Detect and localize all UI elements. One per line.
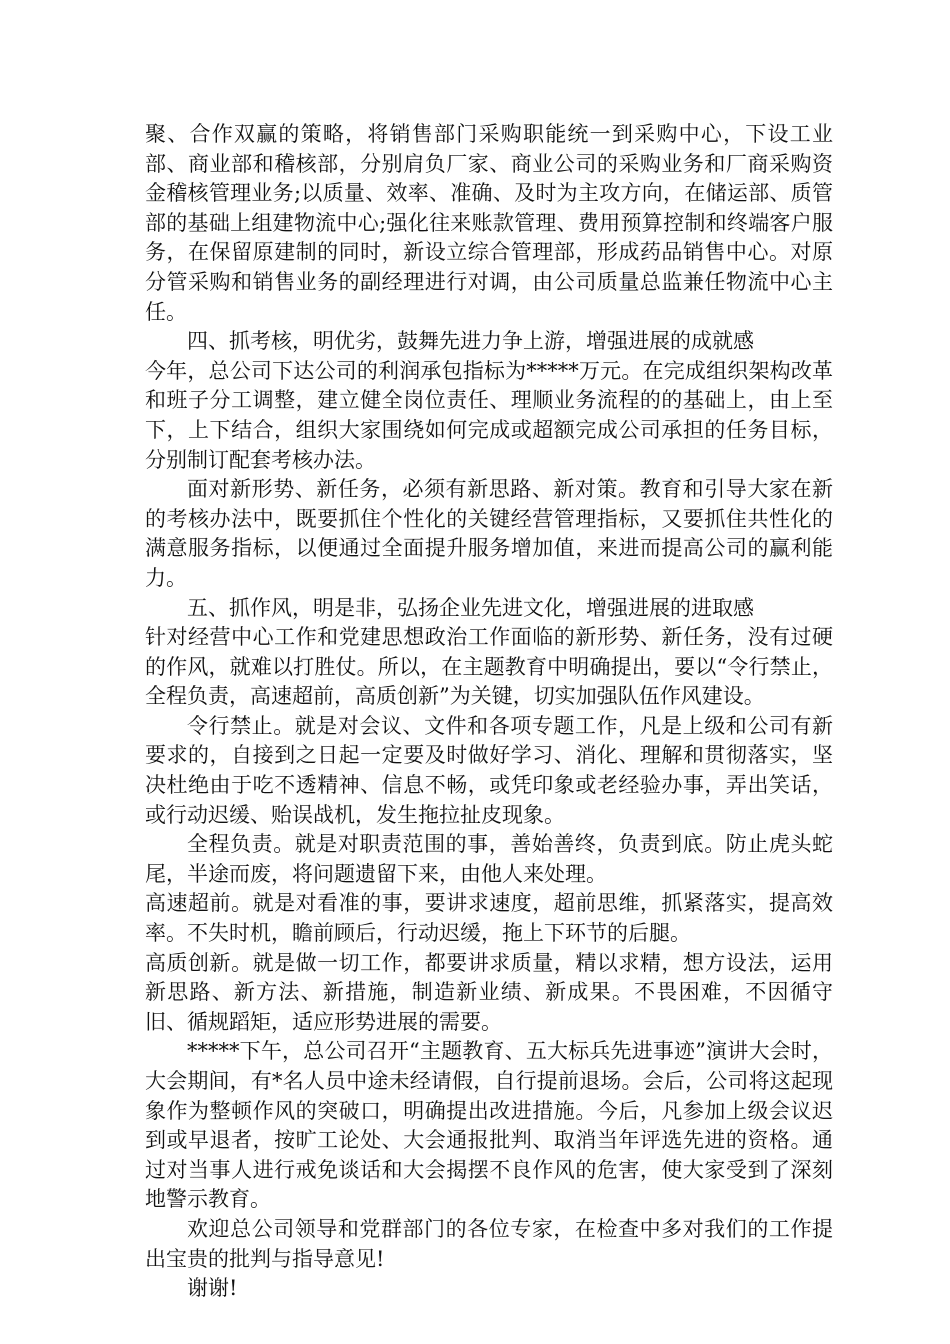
paragraph-10: 高质创新。就是做一切工作，都要讲求质量，精以求精，想方设法，运用新思路、新方法、新措施，制造新业绩、新成果。不畏困难，不因循守旧、循规蹈矩，适应形势进展的需要。 <box>145 950 833 1034</box>
paragraph-heading-4: 四、抓考核，明优劣，鼓舞先进力争上游，增强进展的成就感 <box>187 329 754 354</box>
paragraph-4: 面对新形势、新任务，必须有新思路、新对策。教育和引导大家在新的考核办法中，既要抓住个性化的关键经营管理指标，又要抓住共性化的满意服务指标，以便通过全面提升服务增加值，来进而提高公司的赢利能力。 <box>145 477 833 590</box>
paragraph-12: 欢迎总公司领导和党群部门的各位专家，在检查中多对我们的工作提出宝贵的批判与指导意见! <box>145 1216 833 1271</box>
paragraph-6: 针对经营中心工作和党建思想政治工作面临的新形势、新任务，没有过硬的作风，就难以打胜仗。所以，在主题教育中明确提出，要以“令行禁止，全程负责，高速超前，高质创新”为关键，切实加强队伍作风建设。 <box>145 625 833 709</box>
paragraph-1: 聚、合作双赢的策略，将销售部门采购职能统一到采购中心，下设工业部、商业部和稽核部，分别肩负厂家、商业公司的采购业务和厂商采购资金稽核管理业务;以质量、效率、准确、及时为主攻方向，在储运部、质管部的基础上组建物流中心;强化往来账款管理、费用预算控制和终端客户服务，在保留原建制的同时，新设立综合管理部，形成药品销售中心。对原分管采购和销售业务的副经理进行对调，由公司质量总监兼任物流中心主任。 <box>145 122 833 324</box>
paragraph-3: 今年，总公司下达公司的利润承包指标为*****万元。在完成组织架构改革和班子分工调整，建立健全岗位责任、理顺业务流程的的基础上，由上至下，上下结合，组织大家围绕如何完成或超额完成公司承担的任务目标，分别制订配套考核办法。 <box>145 358 833 472</box>
paragraph-9: 高速超前。就是对看准的事，要讲求速度，超前思维，抓紧落实，提高效率。不失时机，瞻前顾后，行动迟缓，拖上下环节的后腿。 <box>145 891 833 946</box>
closing-thanks: 谢谢! <box>187 1276 238 1301</box>
paragraph-11: *****下午，总公司召开“主题教育、五大标兵先进事迹”演讲大会时，大会期间，有*名人员中途未经请假，自行提前退场。会后，公司将这起现象作为整顿作风的突破口，明确提出改进措施。今后，凡参加上级会议迟到或早退者，按旷工论处、大会通报批判、取消当年评选先进的资格。通过对当事人进行戒免谈话和大会揭摆不良作风的危害，使大家受到了深刻地警示教育。 <box>145 1039 833 1212</box>
paragraph-7: 令行禁止。就是对会议、文件和各项专题工作，凡是上级和公司有新要求的，自接到之日起一定要及时做好学习、消化、理解和贯彻落实，坚决杜绝由于吃不透精神、信息不畅，或凭印象或老经验办事，弄出笑话，或行动迟缓、贻误战机，发生拖拉扯皮现象。 <box>145 713 833 827</box>
paragraph-heading-5: 五、抓作风，明是非，弘扬企业先进文化，增强进展的进取感 <box>187 595 754 620</box>
document-body <box>145 120 833 1304</box>
paragraph-8: 全程负责。就是对职责范围的事，善始善终，负责到底。防止虎头蛇尾，半途而废，将问题遗留下来，由他人来处理。 <box>145 832 833 886</box>
